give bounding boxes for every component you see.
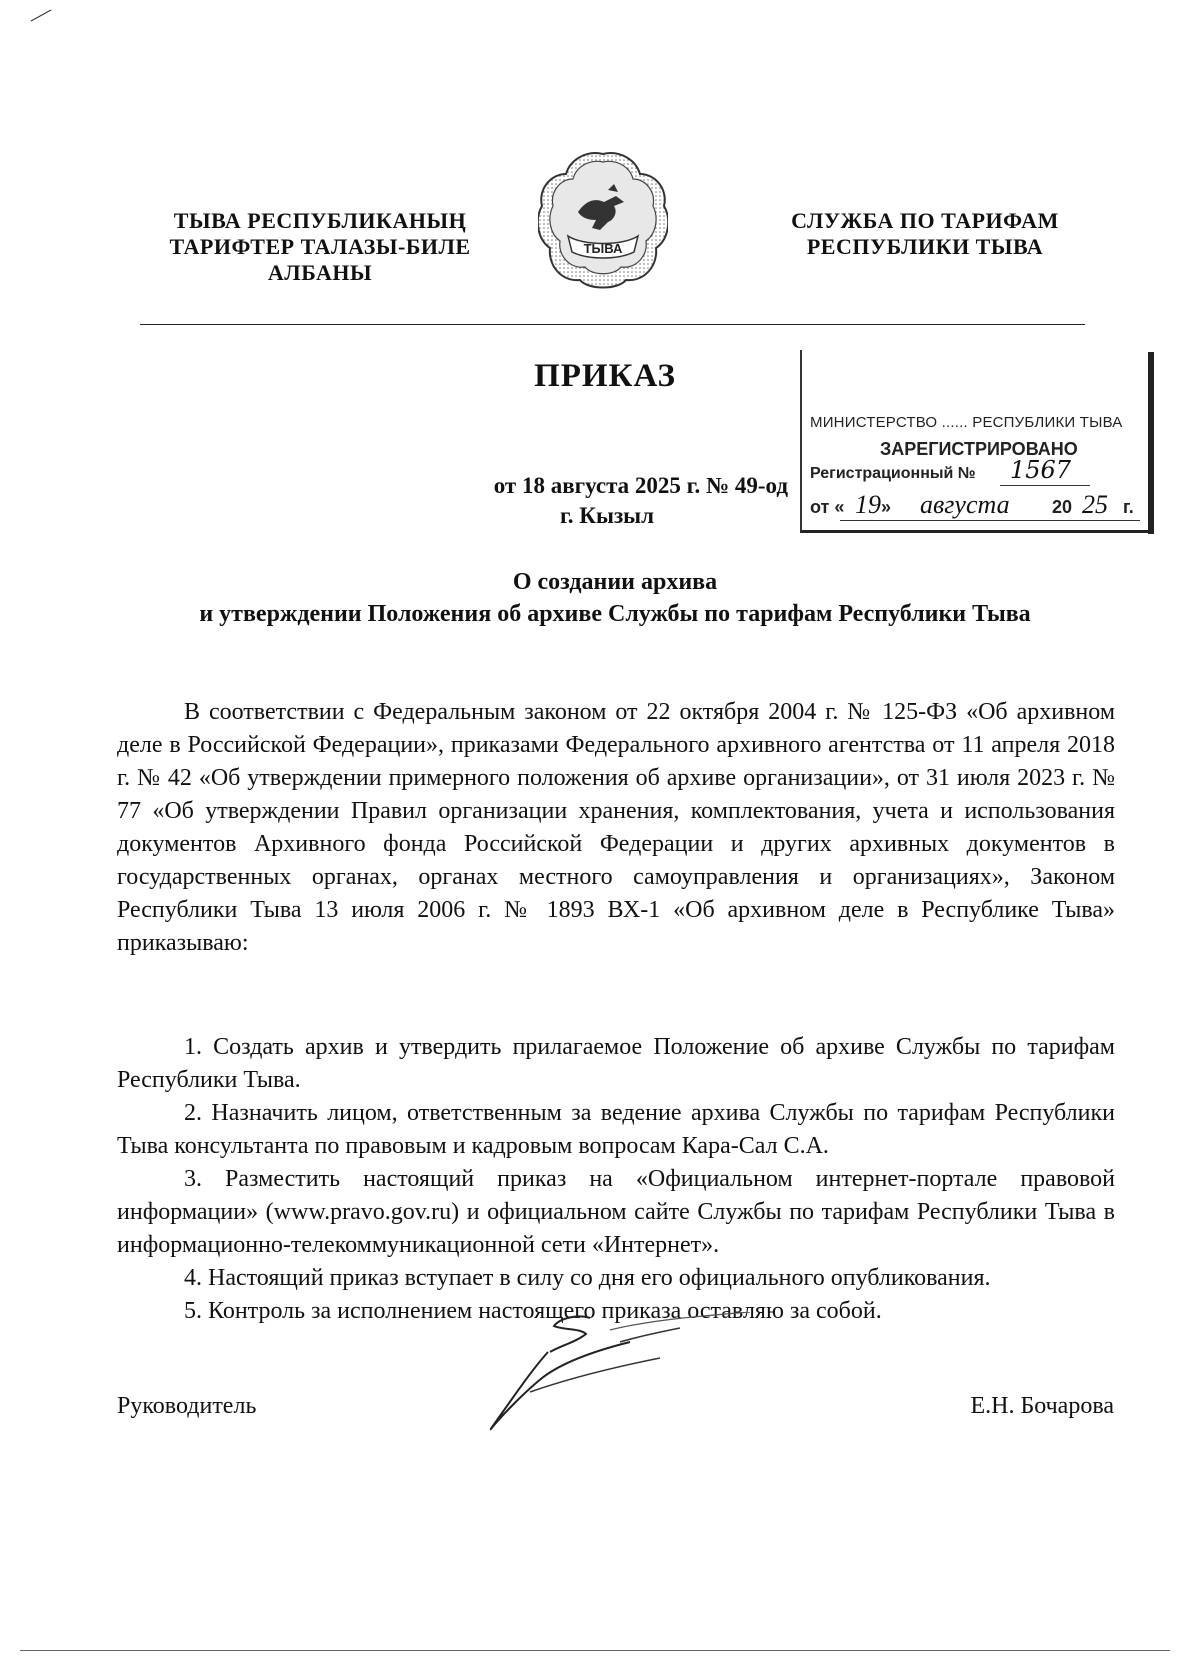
emblem-label: ТЫВА [583,241,623,256]
order-item: 3. Разместить настоящий приказ на «Официальном интернет-портале правовой информации» (www.pravo.gov.ru) и официальном сайте Службы по тарифам Республики Тыва в информационно-телекоммуникационной сети «Интернет». [117,1166,1115,1258]
stamp-year-end: г. [1123,497,1134,517]
stamp-ministry: МИНИСТЕРСТВО ...... РЕСПУБЛИКИ ТЫВА [810,414,1123,431]
signatory-title: Руководитель [117,1393,257,1419]
document-city: г. Кызыл [559,503,655,528]
handwritten-signature [490,1312,770,1472]
scan-mark [30,8,52,22]
stamp-month: августа [920,490,1010,519]
stamp-year-prefix: 20 [1052,497,1073,517]
stamp-day-suffix: » [881,497,892,517]
stamp-year-suffix: 25 [1082,490,1108,519]
preamble-paragraph: В соответствии с Федеральным законом от 22 октября 2004 г. № 125-ФЗ «Об архивном деле в Российской Федерации», приказами Федерального архивного агентства от 11 апреля 2018 г. № 42 «Об утверждении примерного положения об архиве организации», от 31 июля 2023 г. № 77 «Об утверждении Правил организации хранения, комплектования, учета и использования документов Архивного фонда Российской Федерации и других архивных документов в государственных органах, органах местного самоуправления и организациях», Законом Республики Тыва 13 июля 2006 г. № 1893 ВХ-1 «Об архивном деле в Республике Тыва» приказываю: [117,699,1115,956]
stamp-edge [1148,352,1154,534]
header-right-line-2: РЕСПУБЛИКИ ТЫВА [806,234,1044,259]
header-left-line-3: АЛБАНЫ [267,260,373,285]
footer-divider [20,1650,1170,1651]
header-left-org [140,208,500,286]
order-item: 2. Назначить лицом, ответственным за ведение архива Службы по тарифам Республики Тыва консультанта по правовым и кадровым вопросам Кара-Сал С.А. [117,1100,1115,1159]
subject-line-1: О создании архива [512,569,718,595]
document-date-number: от 18 августа 2025 г. № 49-од [493,473,788,498]
order-item: 1. Создать архив и утвердить прилагаемое Положение об архиве Службы по тарифам Республики Тыва. [117,1034,1115,1093]
header-divider [140,324,1085,325]
stamp-number-underline [1000,485,1090,486]
stamp-reg-number: 1567 [1010,456,1072,484]
subject-line-2: и утверждении Положения об архиве Службы по тарифам Республики Тыва [199,601,1031,627]
stamp-registered: ЗАРЕГИСТРИРОВАНО [880,439,1078,459]
header-left-line-2: ТАРИФТЕР ТАЛАЗЫ-БИЛЕ [169,234,471,259]
document-title: ПРИКАЗ [534,358,676,394]
republic-emblem [538,150,668,292]
stamp-reg-label: Регистрационный № [810,465,976,482]
stamp-day [855,490,891,520]
document-subject [115,566,1115,630]
header-right-org [755,208,1095,260]
stamp-date-prefix: от « [810,497,845,517]
order-item: 5. Контроль за исполнением настоящего приказа оставляю за собой. [184,1298,882,1324]
stamp-day-value: 19 [855,490,881,519]
header-right-line-1: СЛУЖБА ПО ТАРИФАМ [791,208,1059,233]
header-left-line-1: ТЫВА РЕСПУБЛИКАНЫҢ [173,208,467,233]
stamp-date-underline [840,520,1140,521]
signatory-name: Е.Н. Бочарова [970,1393,1114,1419]
order-item: 4. Настоящий приказ вступает в силу со дня его официального опубликования. [184,1265,991,1291]
